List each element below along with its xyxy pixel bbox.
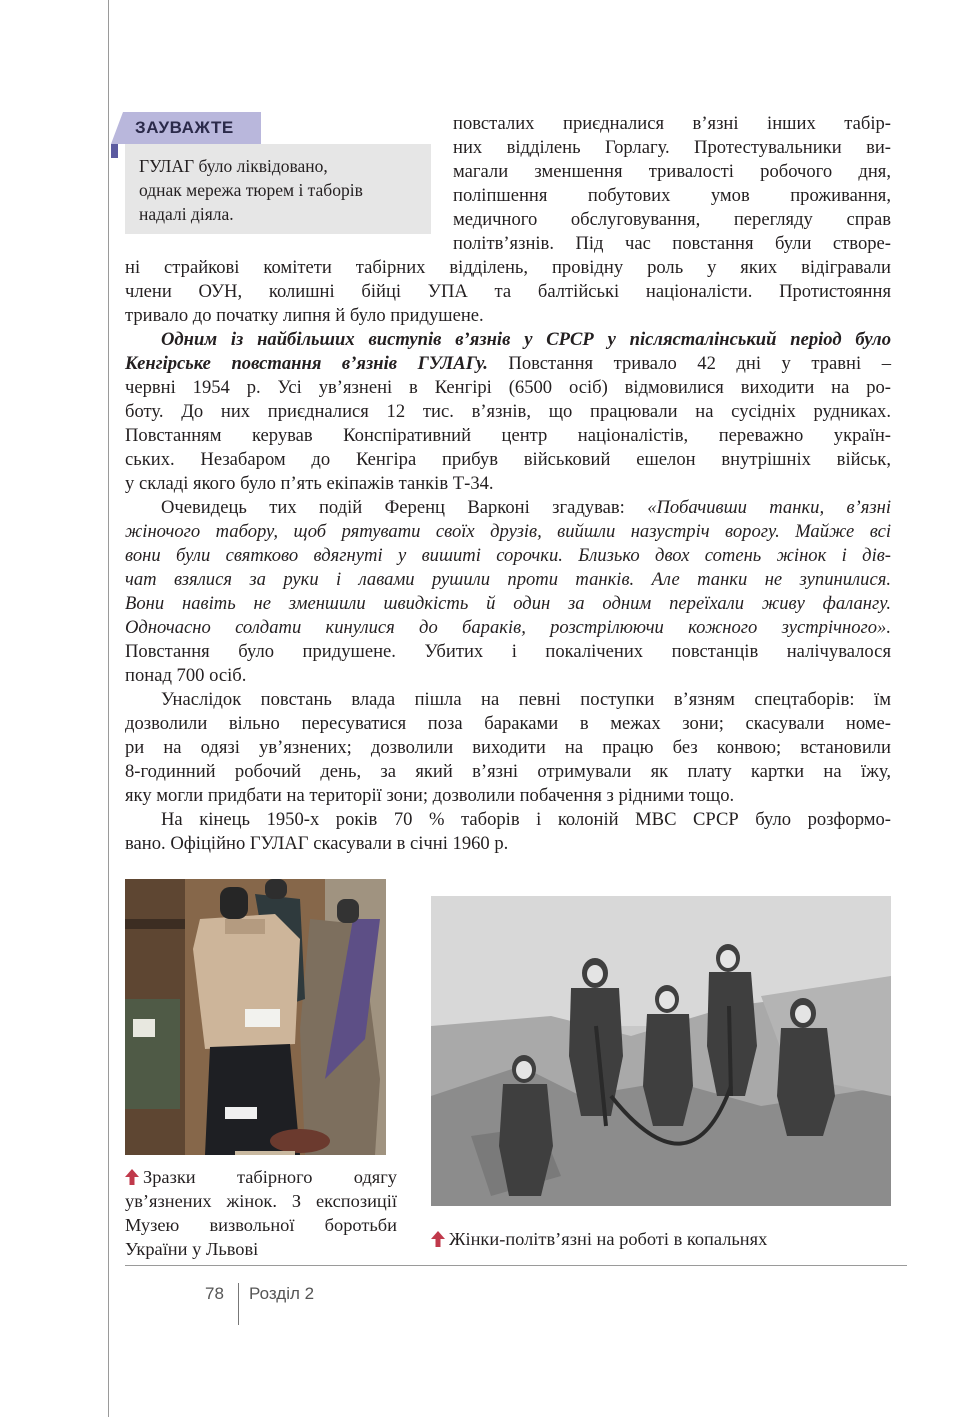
text-line: повсталих приєдналися в’язні інших табір- (453, 113, 891, 134)
note-box (111, 112, 431, 234)
text-line-italic (125, 592, 891, 616)
text-line: політв’язнів. Під час повстання були створе- (453, 233, 891, 254)
caption-right (431, 1227, 891, 1251)
text-line: 8-годинний робочий день, за який в’язні отримували як плату картки на їжу, (125, 761, 891, 782)
text-line: медичного обслуговування, перегляду справ (453, 209, 891, 230)
text-line: Повстанням керував Конспіративний центр націоналістів, переважно україн- (125, 425, 891, 446)
text-line-bold (125, 328, 891, 352)
caption-text: Жінки-політв’язні на роботі в копальнях (449, 1229, 768, 1249)
text-line: Унаслідок повстань влада пішла на певні поступки в’язням спецтаборів: їм (161, 689, 891, 710)
bold-italic-text: Одним із найбільших виступів в’язнів у СРСР у післясталінський період було (161, 329, 891, 350)
text-line: поліпшення побутових умов проживання, (453, 185, 891, 206)
text-line-italic (125, 544, 891, 568)
text-line: магали зменшення тривалості робочого дня, (453, 161, 891, 182)
caption-line: ув’язнених жінок. З експозиції (125, 1191, 397, 1211)
quote-text: «Побачивши танки, в’язні (647, 497, 891, 518)
caption-line: Музею визвольної боротьби (125, 1215, 397, 1235)
arrow-up-icon (431, 1231, 445, 1247)
text-line-italic (125, 568, 891, 592)
note-text (139, 154, 424, 226)
text-line: них відділень Горлагу. Протестувальники ви- (453, 137, 891, 158)
text-line: червні 1954 р. Усі ув’язнені в Кенгірі (6500 осіб) відмовилися виходити на ро- (125, 377, 891, 398)
caption-line (125, 1165, 397, 1189)
text-right-column (453, 112, 891, 256)
section-label: Розділ 2 (249, 1284, 315, 1303)
footer-separator (238, 1283, 239, 1325)
text-line-italic (125, 616, 891, 640)
text-line: у складі якого було п’ять екіпажів танків Т-34. (125, 473, 494, 494)
quote-text: жіночого табору, щоб рятувати своїх друзів, вийшли назустріч ворогу. Майже всі (125, 521, 891, 542)
text-line: ні страйкові комітети табірних відділень, провідну роль у яких відігравали (125, 257, 891, 278)
page-number: 78 (205, 1284, 224, 1303)
text-line (125, 496, 891, 520)
text-line: На кінець 1950-х років 70 % таборів і колоній МВС СРСР було розформо- (161, 809, 891, 830)
text-line: ри на одязі ув’язнених; дозволили виходити на працю без конвою; встановили (125, 737, 891, 758)
quote-text: чат взялися за руки і лавами рушили проти танків. Але танки не зупинилися. (125, 569, 891, 590)
text-line: яку могли придбати на території зони; дозволили побачення з рідними тощо. (125, 785, 735, 806)
note-line: надалі діяла. (139, 204, 234, 224)
bold-italic-text: Кенгірське повстання в’язнів ГУЛАГу. (125, 353, 488, 374)
text-line: боту. До них приєдналися 12 тис. в’язнів, що працювали на сусідніх рудниках. (125, 401, 891, 422)
museum-clothing-photo (125, 879, 386, 1155)
text-line-italic (125, 520, 891, 544)
quote-text: Одночасно солдати кинулися до бараків, розстрілюючи кожного зустрічного». (125, 617, 891, 638)
text-line: тривало до початку липня й було придушене. (125, 305, 484, 326)
text-line: дозволили вільно пересуватися поза бараками в межах зони; скасували номе- (125, 713, 891, 734)
caption-text: Зразки табірного одягу (143, 1167, 397, 1187)
note-line: однак мережа тюрем і таборів (139, 180, 363, 200)
footer-rule (125, 1265, 907, 1266)
text-run: Очевидець тих подій Ференц Варконі згадував: (161, 497, 648, 518)
text-line: ських. Незабаром до Кенгіра прибув військовий ешелон внутрішніх військ, (125, 449, 891, 470)
text-line: вано. Офіційно ГУЛАГ скасували в січні 1960 р. (125, 833, 509, 854)
arrow-up-icon (125, 1169, 139, 1185)
text-line: понад 700 осіб. (125, 665, 247, 686)
text-line (125, 352, 891, 376)
note-accent-mark (111, 144, 118, 158)
text-line: члени ОУН, колишні бійці УПА та балтійські націоналісти. Протистояння (125, 281, 891, 302)
text-line: Повстання було придушене. Убитих і покалічених повстанців налічувалося (125, 641, 891, 662)
women-prisoners-photo (431, 896, 891, 1206)
note-body (125, 144, 431, 234)
caption-left (125, 1165, 397, 1261)
quote-text: Вони навіть не зменшили швидкість й один за одним переїхали живу фалангу. (125, 593, 891, 614)
page-margin-line (108, 0, 109, 1417)
caption-line: України у Львові (125, 1239, 259, 1259)
note-title: ЗАУВАЖТЕ (135, 118, 234, 137)
quote-text: вони були святково вдягнуті у вишиті сорочки. Близько двох сотень жінок і дів- (125, 545, 891, 566)
main-text (125, 256, 891, 856)
note-line: ГУЛАГ було ліквідовано, (139, 156, 328, 176)
text-run: Повстання тривало 42 дні у травні – (487, 353, 892, 374)
